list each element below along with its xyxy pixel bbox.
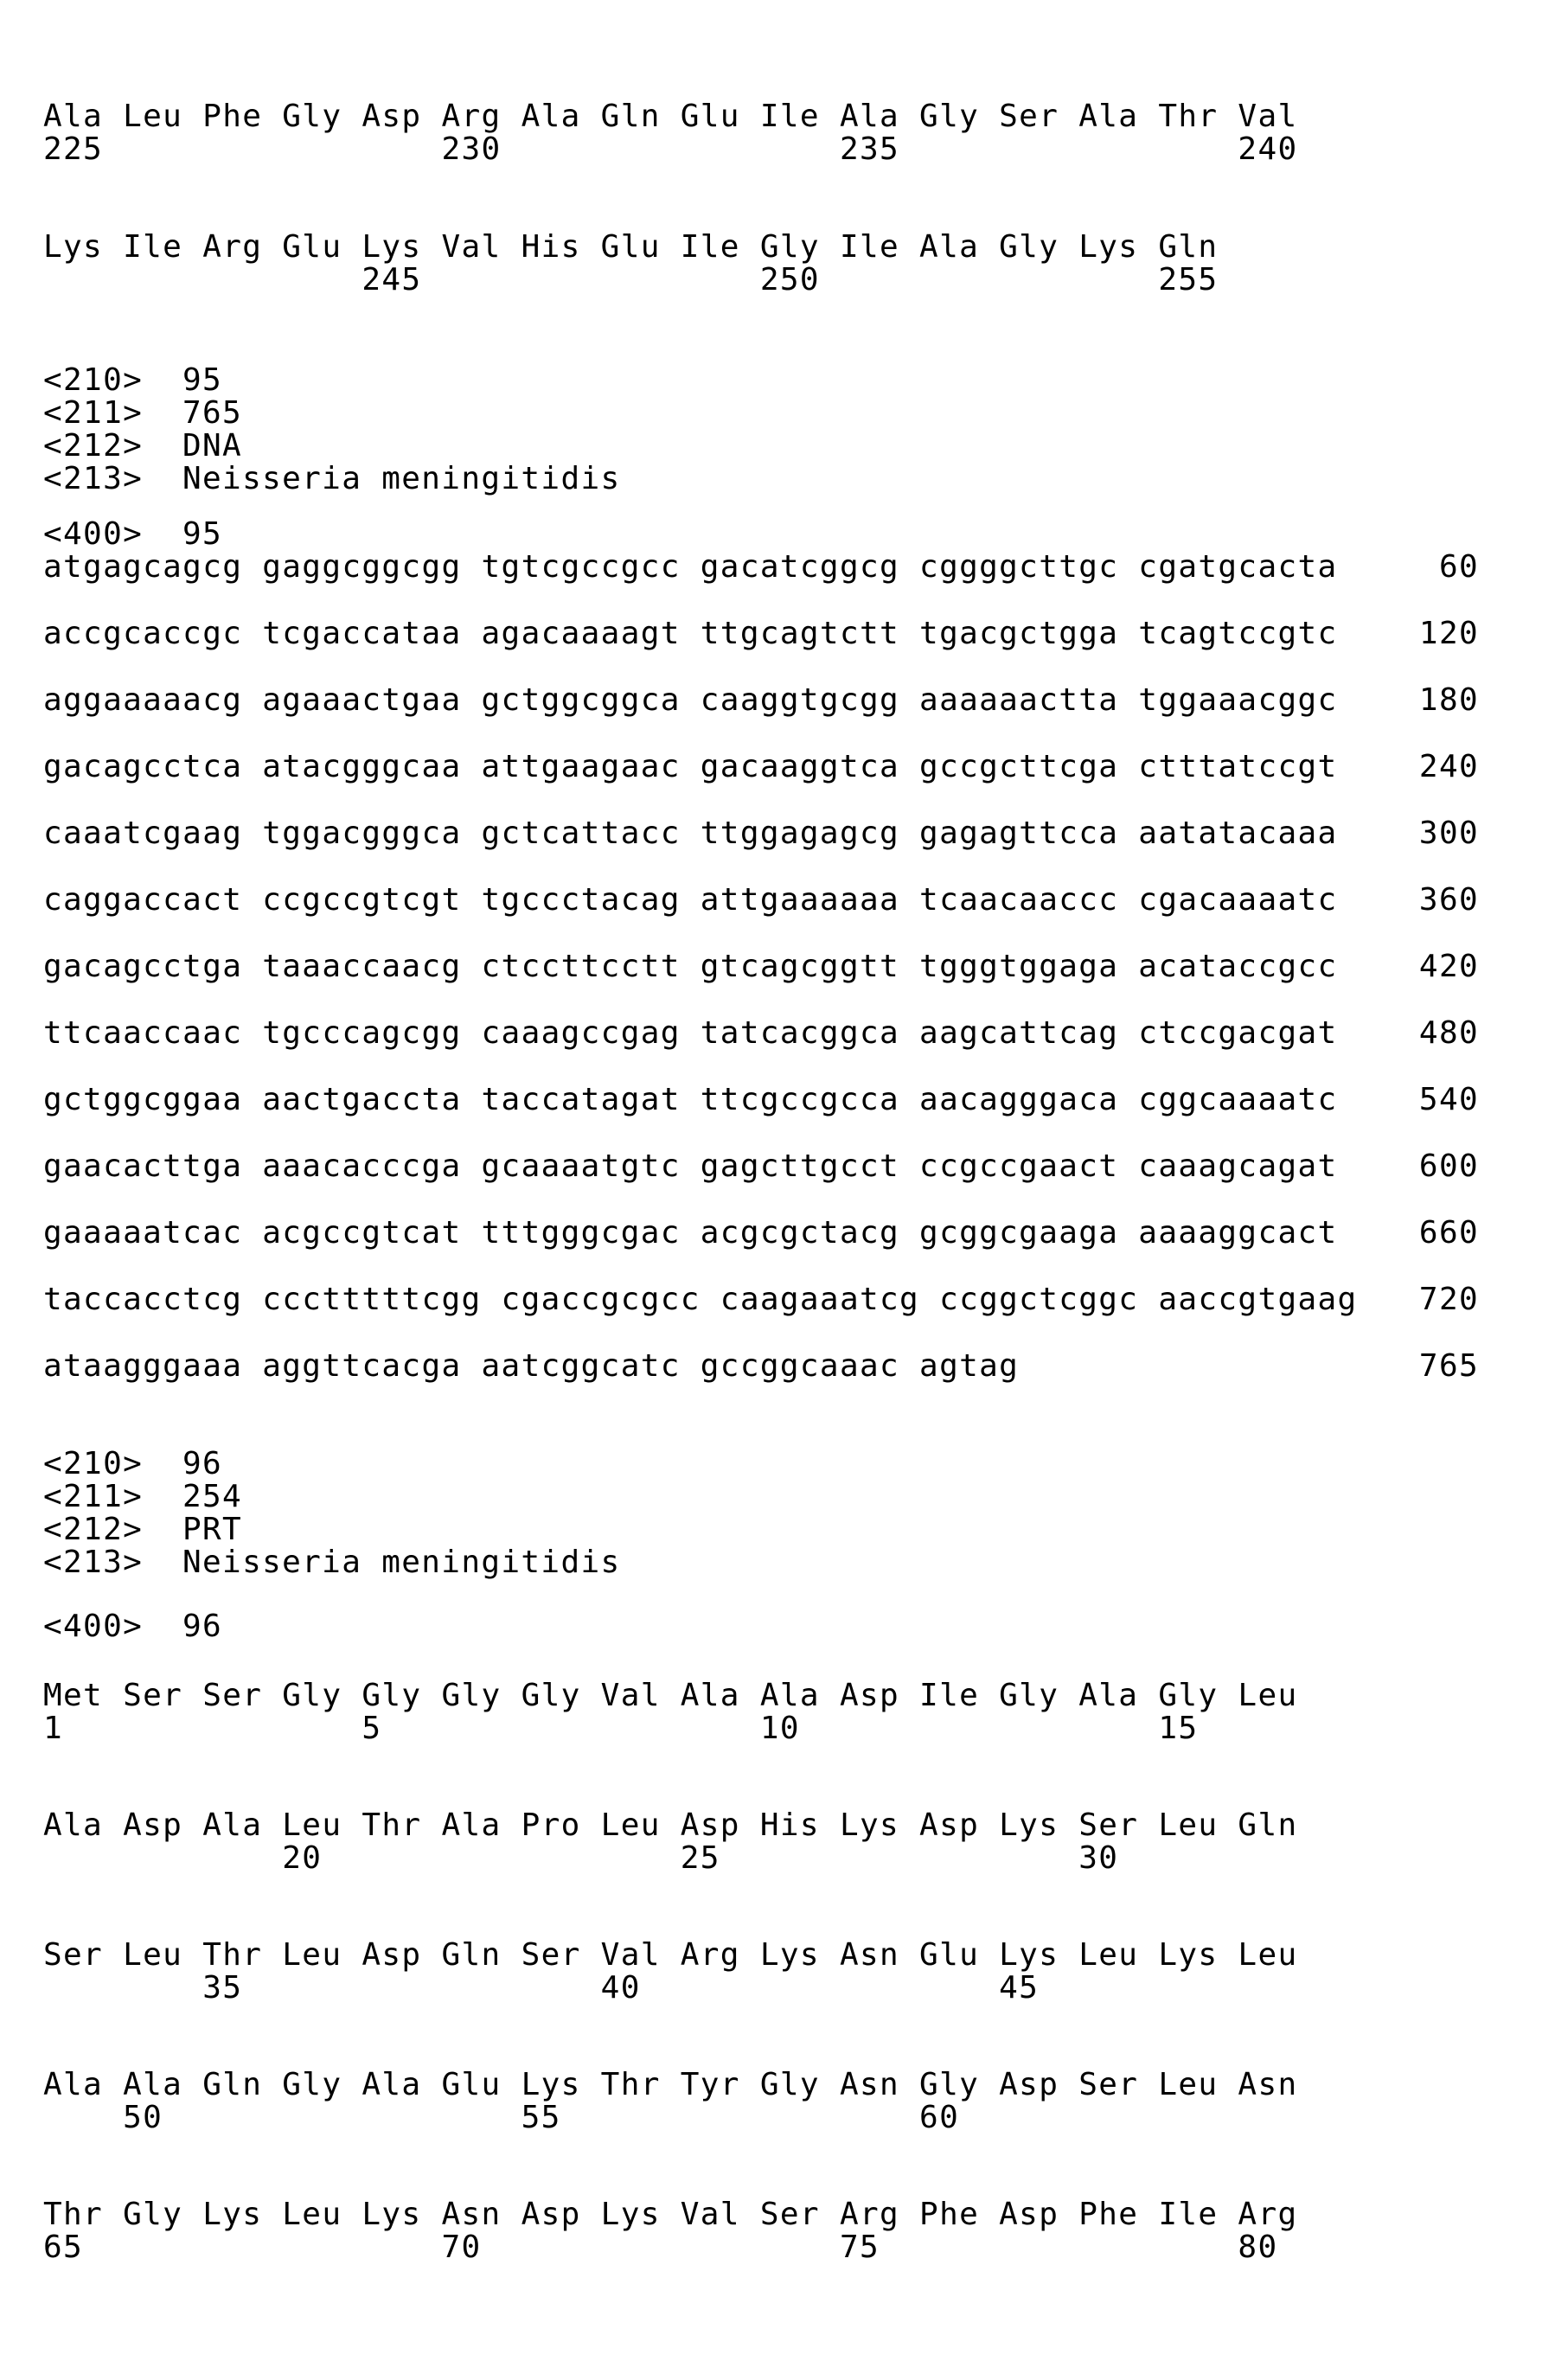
- field-tag: <210>: [43, 362, 144, 398]
- field-tag: <210>: [43, 1446, 144, 1481]
- residue-number-line: 50 55 60: [43, 2100, 960, 2135]
- residue-number-line: 65 70 75 80: [43, 2230, 1278, 2265]
- dna-line-position: 300: [1418, 816, 1479, 851]
- residue-number-line: 35 40 45: [43, 1970, 1040, 2006]
- field-value: 96: [182, 1446, 223, 1481]
- residue-number-line: 245 250 255: [43, 262, 1219, 298]
- residue-number-line: 225 230 235 240: [43, 131, 1298, 167]
- field-value: 95: [182, 362, 223, 398]
- header-field-210: [43, 364, 222, 397]
- field-value: 765: [182, 395, 243, 431]
- dna-line-position: 420: [1418, 949, 1479, 984]
- dna-line: accgcaccgc tcgaccataa agacaaaagt ttgcagtctt tgacgctgga tcagtccgtc: [43, 616, 1338, 651]
- header-field-400: [43, 518, 222, 551]
- header-field-213: [43, 463, 621, 496]
- header-field-211: [43, 1481, 242, 1513]
- residue-line: Ala Asp Ala Leu Thr Ala Pro Leu Asp His Lys Asp Lys Ser Leu Gln: [43, 1807, 1298, 1843]
- dna-line-position: 540: [1418, 1082, 1479, 1117]
- header-field-400: [43, 1610, 222, 1643]
- dna-line: taccacctcg ccctttttcgg cgaccgcgcc caagaaatcg ccggctcggc aaccgtgaag: [43, 1282, 1358, 1317]
- field-value: PRT: [182, 1512, 243, 1547]
- header-field-210: [43, 1448, 222, 1481]
- field-tag: <212>: [43, 1512, 144, 1547]
- dna-line-position: 180: [1418, 682, 1479, 718]
- residue-line: Ser Leu Thr Leu Asp Gln Ser Val Arg Lys Asn Glu Lys Leu Lys Leu: [43, 1937, 1298, 1973]
- header-field-213: [43, 1546, 621, 1579]
- field-value: 95: [182, 516, 223, 552]
- field-tag: <212>: [43, 428, 144, 464]
- dna-line: gaaaaatcac acgccgtcat tttgggcgac acgcgctacg gcggcgaaga aaaaggcact: [43, 1215, 1338, 1251]
- field-tag: <211>: [43, 395, 144, 431]
- field-value: 254: [182, 1479, 243, 1514]
- dna-line-position: 360: [1418, 882, 1479, 918]
- dna-line: aggaaaaacg agaaactgaa gctggcggca caaggtgcgg aaaaaactta tggaaacggc: [43, 682, 1338, 718]
- dna-line-position: 720: [1418, 1282, 1479, 1317]
- dna-line: ttcaaccaac tgcccagcgg caaagccgag tatcacggca aagcattcag ctccgacgat: [43, 1015, 1338, 1051]
- residue-line: Ala Ala Gln Gly Ala Glu Lys Thr Tyr Gly Asn Gly Asp Ser Leu Asn: [43, 2067, 1298, 2102]
- dna-line-position: 480: [1418, 1015, 1479, 1051]
- dna-line: gacagcctca atacgggcaa attgaagaac gacaaggtca gccgcttcga ctttatccgt: [43, 749, 1338, 784]
- dna-line: ataagggaaa aggttcacga aatcggcatc gccggcaaac agtag: [43, 1348, 1020, 1384]
- dna-line: gaacacttga aaacacccga gcaaaatgtc gagcttgcct ccgccgaact caaagcagat: [43, 1148, 1338, 1184]
- header-field-212: [43, 430, 242, 463]
- dna-line-position: 60: [1438, 549, 1479, 585]
- dna-line: caaatcgaag tggacgggca gctcattacc ttggagagcg gagagttcca aatatacaaa: [43, 816, 1338, 851]
- field-tag: <400>: [43, 1609, 144, 1644]
- field-tag: <213>: [43, 461, 144, 496]
- dna-line: caggaccact ccgccgtcgt tgccctacag attgaaaaaa tcaacaaccc cgacaaaatc: [43, 882, 1338, 918]
- dna-line: atgagcagcg gaggcggcgg tgtcgccgcc gacatcggcg cggggcttgc cgatgcacta: [43, 549, 1338, 585]
- residue-line: Lys Ile Arg Glu Lys Val His Glu Ile Gly Ile Ala Gly Lys Gln: [43, 229, 1219, 265]
- field-value: 96: [182, 1609, 223, 1644]
- dna-line-position: 765: [1418, 1348, 1479, 1384]
- header-field-212: [43, 1513, 242, 1546]
- dna-line-position: 240: [1418, 749, 1479, 784]
- header-field-211: [43, 397, 242, 430]
- field-tag: <213>: [43, 1545, 144, 1580]
- field-tag: <400>: [43, 516, 144, 552]
- dna-line-position: 120: [1418, 616, 1479, 651]
- residue-number-line: 1 5 10 15: [43, 1711, 1199, 1746]
- field-value: Neisseria meningitidis: [182, 461, 621, 496]
- field-value: DNA: [182, 428, 243, 464]
- dna-line-position: 660: [1418, 1215, 1479, 1251]
- dna-line: gctggcggaa aactgaccta taccatagat ttcgccgcca aacagggaca cggcaaaatc: [43, 1082, 1338, 1117]
- dna-line-position: 600: [1418, 1148, 1479, 1184]
- dna-line: gacagcctga taaaccaacg ctccttcctt gtcagcggtt tgggtggaga acataccgcc: [43, 949, 1338, 984]
- residue-number-line: 20 25 30: [43, 1840, 1119, 1876]
- residue-line: Thr Gly Lys Leu Lys Asn Asp Lys Val Ser Arg Phe Asp Phe Ile Arg: [43, 2197, 1298, 2232]
- residue-line: Ala Leu Phe Gly Asp Arg Ala Gln Glu Ile Ala Gly Ser Ala Thr Val: [43, 99, 1298, 134]
- field-tag: <211>: [43, 1479, 144, 1514]
- field-value: Neisseria meningitidis: [182, 1545, 621, 1580]
- residue-line: Met Ser Ser Gly Gly Gly Gly Val Ala Ala Asp Ile Gly Ala Gly Leu: [43, 1678, 1298, 1713]
